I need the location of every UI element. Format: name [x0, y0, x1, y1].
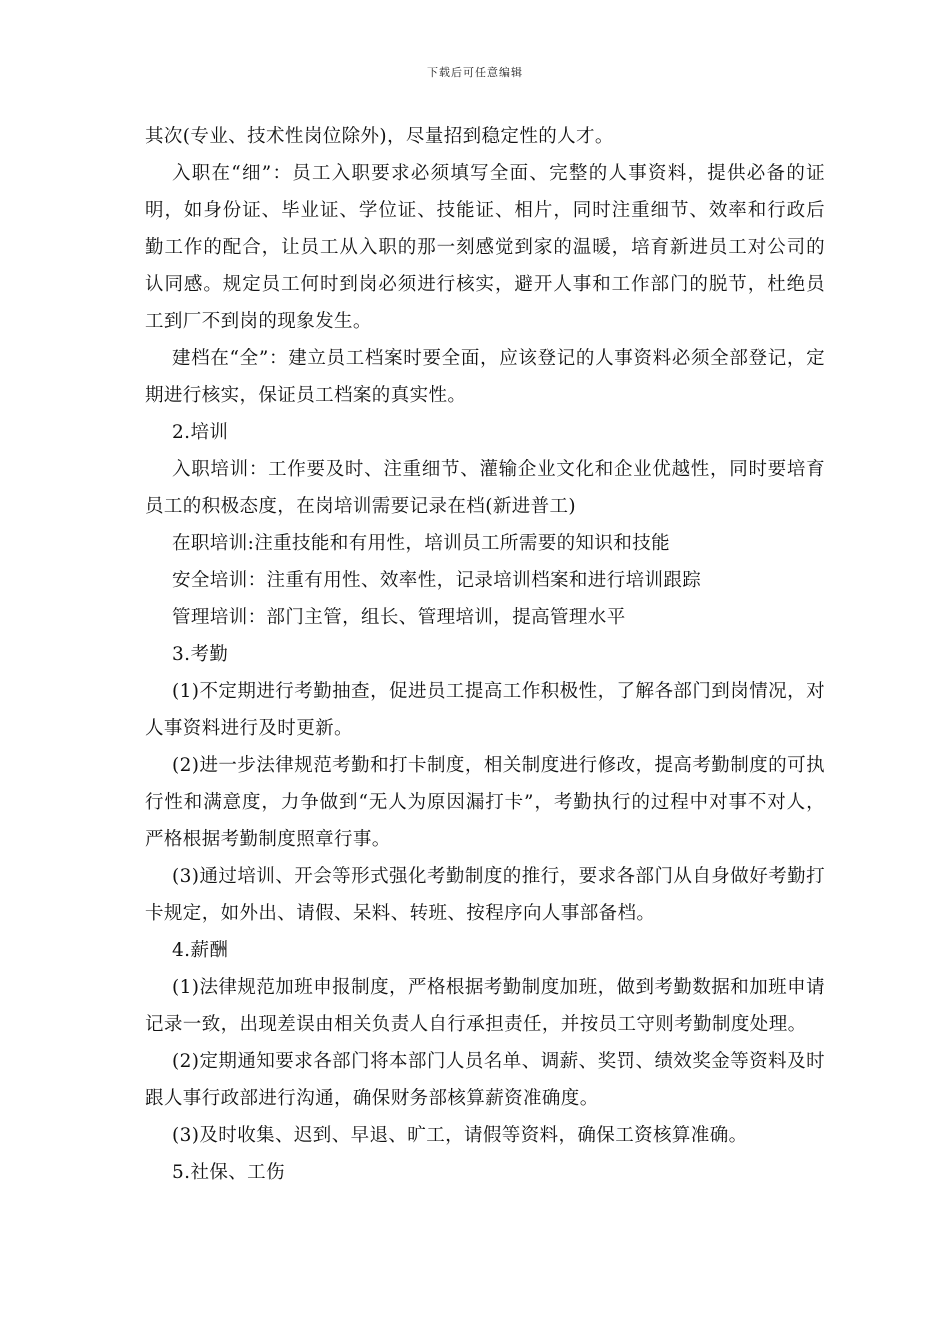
paragraph-attendance-1: (1)不定期进行考勤抽查，促进员工提高工作积极性，了解各部门到岗情况，对人事资料进行及时更新。	[145, 681, 825, 739]
paragraph-salary-2: (2)定期通知要求各部门将本部门人员名单、调薪、奖罚、绩效奖金等资料及时跟人事行政部进行沟通，确保财务部核算薪资准确度。	[145, 1051, 825, 1109]
paragraph-1: 其次(专业、技术性岗位除外)，尽量招到稳定性的人才。	[145, 126, 614, 147]
paragraph-archiving: 建档在“全”：建立员工档案时要全面，应该登记的人事资料必须全部登记，定期进行核实，保证员工档案的真实性。	[145, 348, 825, 406]
paragraph-attendance-3: (3)通过培训、开会等形式强化考勤制度的推行，要求各部门从自身做好考勤打卡规定，如外出、请假、呆料、转班、按程序向人事部备档。	[145, 866, 825, 924]
paragraph-salary-1: (1)法律规范加班申报制度，严格根据考勤制度加班，做到考勤数据和加班申请记录一致，出现差误由相关负责人自行承担责任，并按员工守则考勤制度处理。	[145, 977, 825, 1035]
section-heading-attendance: 3.考勤	[172, 644, 229, 665]
section-heading-social-insurance: 5.社保、工伤	[172, 1162, 285, 1183]
paragraph-safety-training: 安全培训：注重有用性、效率性，记录培训档案和进行培训跟踪	[172, 570, 702, 591]
paragraph-onboarding: 入职在“细”：员工入职要求必须填写全面、完整的人事资料，提供必备的证明，如身份证、毕业证、学位证、技能证、相片，同时注重细节、效率和行政后勤工作的配合，让员工从入职的那一刻感觉到家的温暖，培育新进员工对公司的认同感。规定员工何时到岗必须进行核实，避开人事和工作部门的脱节，杜绝员工到厂不到岗的现象发生。	[145, 163, 825, 332]
paragraph-onboarding-training: 入职培训：工作要及时、注重细节、灌输企业文化和企业优越性，同时要培育员工的积极态度，在岗培训需要记录在档(新进普工)	[145, 459, 825, 517]
paragraph-inservice-training: 在职培训:注重技能和有用性，培训员工所需要的知识和技能	[172, 533, 671, 554]
section-heading-salary: 4.薪酬	[172, 940, 229, 961]
paragraph-management-training: 管理培训：部门主管，组长、管理培训，提高管理水平	[172, 607, 626, 628]
paragraph-attendance-2: (2)进一步法律规范考勤和打卡制度，相关制度进行修改，提高考勤制度的可执行性和满意度，力争做到“无人为原因漏打卡”，考勤执行的过程中对事不对人，严格根据考勤制度照章行事。	[145, 755, 825, 850]
header-note: 下载后可任意编辑	[427, 66, 523, 79]
paragraph-salary-3: (3)及时收集、迟到、早退、旷工，请假等资料，确保工资核算准确。	[172, 1125, 748, 1146]
section-heading-training: 2.培训	[172, 422, 229, 443]
document-body	[145, 118, 825, 1191]
